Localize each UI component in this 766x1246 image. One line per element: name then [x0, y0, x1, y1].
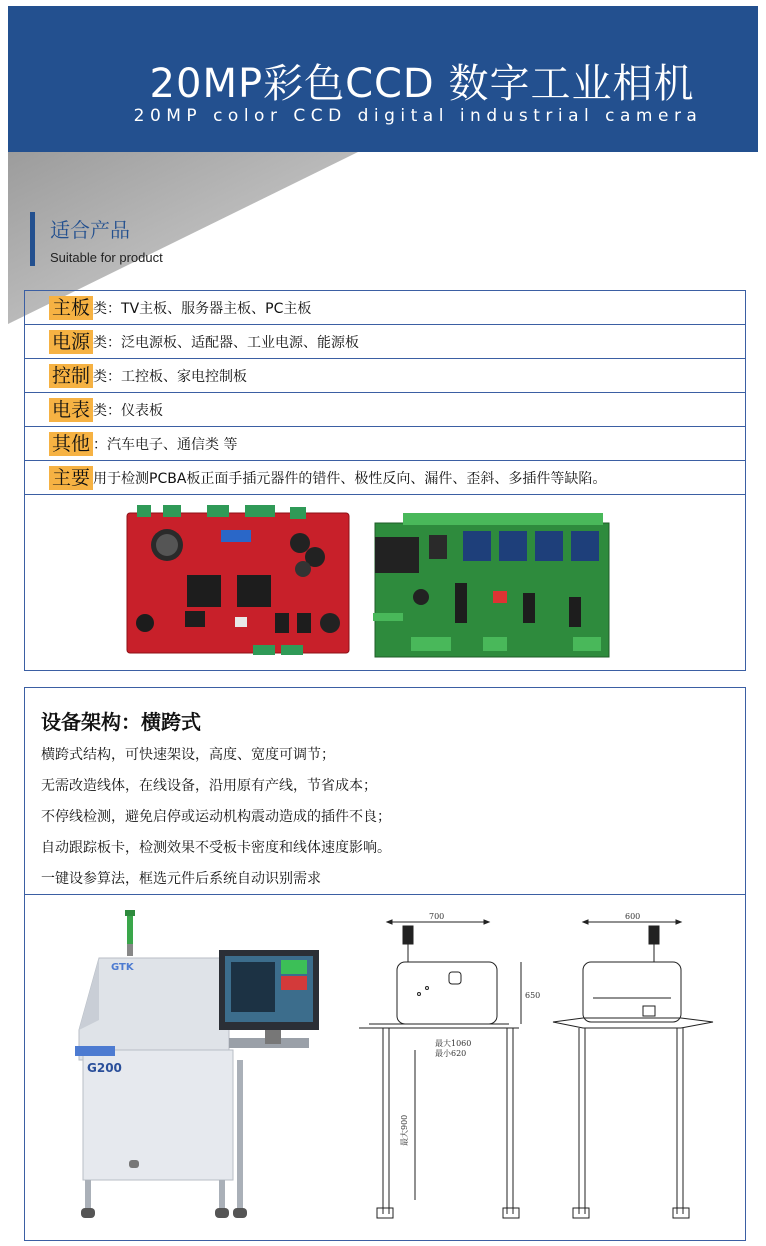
product-row: [25, 427, 745, 461]
product-row: [25, 359, 745, 393]
machine-photo: [69, 910, 329, 1230]
front-dimension-drawing: [359, 910, 541, 1230]
pcb-photos: [25, 495, 745, 670]
dim-range-min: 最小620: [435, 1049, 467, 1058]
structure-line: 横跨式结构，可快速架设，高度、宽度可调节；: [41, 747, 335, 763]
structure-line: 不停线检测，避免启停或运动机构震动造成的插件不良；: [41, 809, 391, 825]
product-tag: 主板: [49, 296, 93, 320]
green-pcb-image: [373, 513, 613, 659]
product-tag: 其他: [49, 432, 93, 456]
page-subtitle: 20MP color CCD digital industrial camera: [133, 106, 703, 126]
section-accent-bar: [30, 212, 35, 266]
header-banner: [8, 6, 758, 152]
product-tag: 控制: [49, 364, 93, 388]
dim-width-side: 600: [625, 912, 641, 921]
page-title: 20MP彩色CCD 数字工业相机: [149, 61, 695, 107]
machine-model: G200: [87, 1061, 122, 1075]
product-row: [25, 291, 745, 325]
section-title: 适合产品: [50, 218, 130, 242]
divider: [25, 894, 745, 895]
side-dimension-drawing: [553, 910, 733, 1230]
product-text: 用于检测PCBA板正面手插元器件的错件、极性反向、漏件、歪斜、多插件等缺陷。: [93, 470, 607, 487]
machine-brand: GTK: [111, 962, 134, 973]
structure-panel: [24, 687, 746, 1241]
dim-leg-max: 最大900: [400, 1114, 409, 1146]
product-text: 类：TV主板、服务器主板、PC主板: [93, 300, 312, 317]
product-text: 类：泛电源板、适配器、工业电源、能源板: [93, 334, 360, 351]
product-text: 类：工控板、家电控制板: [93, 368, 248, 385]
product-tag: 电源: [49, 330, 93, 354]
structure-line: 自动跟踪板卡，检测效果不受板卡密度和线体速度影响。: [41, 840, 391, 856]
structure-title: 设备架构：横跨式: [41, 710, 201, 734]
product-tag: 电表: [49, 398, 93, 422]
product-row: [25, 325, 745, 359]
dim-height-top: 650: [525, 991, 541, 1000]
structure-line: 无需改造线体，在线设备，沿用原有产线，节省成本；: [41, 778, 377, 794]
product-tag: 主要: [49, 466, 93, 490]
product-row: [25, 461, 745, 495]
products-table: [24, 290, 746, 671]
product-text: ：汽车电子、通信类 等: [93, 436, 238, 453]
dim-width-front: 700: [429, 912, 445, 921]
product-row: [25, 393, 745, 427]
product-text: 类：仪表板: [93, 402, 164, 419]
section-subtitle: Suitable for product: [50, 250, 163, 265]
red-pcb-image: [125, 505, 357, 655]
dim-range-max: 最大1060: [435, 1039, 472, 1048]
structure-line: 一键设参算法，框选元件后系统自动识别需求: [41, 871, 321, 887]
